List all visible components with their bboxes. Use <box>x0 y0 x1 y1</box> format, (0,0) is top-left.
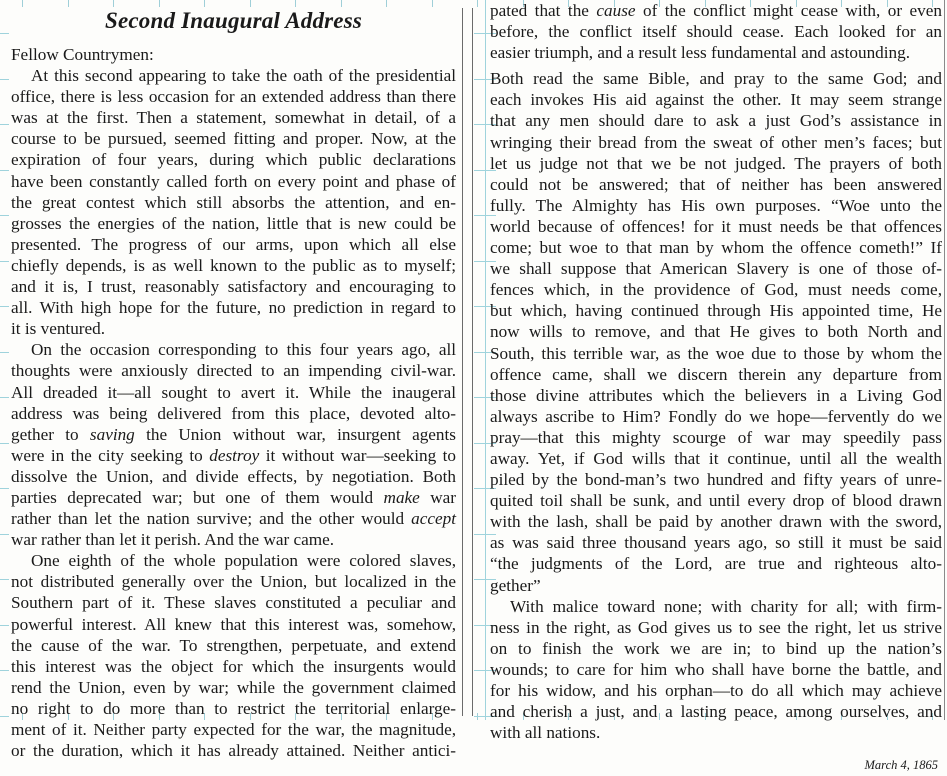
left-text-line <box>11 424 456 445</box>
right-text-line <box>490 406 942 427</box>
right-text-line <box>490 195 942 216</box>
text-run: for his widow, and his orphan—to do all which may achieve <box>490 681 942 700</box>
text-run: could not be answered; that of neither has been answered <box>490 174 942 194</box>
column-divider-left <box>462 8 463 716</box>
right-text-line <box>490 575 942 596</box>
right-text-line <box>490 617 942 638</box>
left-text-line <box>11 128 456 149</box>
text-run: One eighth of the whole population were colored slaves, <box>31 551 456 571</box>
text-run: rend the Union, even by war; while the government claimed <box>11 677 456 697</box>
left-column <box>11 0 456 761</box>
text-run: rather than let the nation survive; and the other would <box>11 509 412 529</box>
right-text-line <box>490 279 942 300</box>
grid-tick <box>0 33 9 34</box>
text-run: before, the conflict itself should cease. Each looked for an <box>490 22 942 42</box>
text-run: we shall suppose that American Slavery is one of those of- <box>490 259 942 279</box>
text-run: course to be pursued, seemed fitting and proper. Now, at the <box>11 129 456 149</box>
left-text-line <box>11 635 456 656</box>
right-text-line <box>490 680 942 701</box>
text-run: that any men should dare to ask a just God’s assistance in <box>490 111 942 131</box>
grid-tick <box>477 0 478 7</box>
salutation: Fellow Countrymen: <box>11 45 154 64</box>
right-text-line <box>490 110 942 131</box>
text-run: but which, having continued through His appointed time, He <box>490 301 942 321</box>
text-run: the cause of the war. To strengthen, perpetuate, and extend <box>11 635 456 655</box>
left-text-line <box>11 107 456 128</box>
text-run: ment of it. Neither party expected for the war, the magnitude, <box>11 720 456 739</box>
text-run: were in the city seeking to <box>11 445 210 465</box>
right-text-line <box>490 21 942 42</box>
text-run: fences which, in the providence of God, must needs come, <box>490 280 942 300</box>
text-run: piled by the bond-man’s two hundred and fifty years of unre- <box>490 470 942 490</box>
left-text-line <box>11 677 456 698</box>
emphasized-word: cause <box>596 1 636 20</box>
right-text-line <box>490 448 942 469</box>
left-text-line <box>11 382 456 403</box>
text-run: easier triumph, and a result less fundamental and astounding. <box>490 43 911 63</box>
document-date: March 4, 1865 <box>864 758 938 773</box>
left-text-line <box>11 403 456 424</box>
text-run: address was being delivered from this place, devoted alto- <box>11 403 456 423</box>
right-text-line <box>490 258 942 279</box>
right-text-line <box>490 701 942 722</box>
text-run: With malice toward none; with charity for all; with firm- <box>510 596 942 616</box>
text-run: grosses the energies of the nation, little that is new could be <box>11 213 456 233</box>
right-text-line <box>490 638 942 659</box>
right-text-line <box>490 0 942 21</box>
text-run: with all nations. <box>490 723 601 743</box>
left-text-line <box>11 213 456 234</box>
grid-tick <box>0 170 9 171</box>
text-run: offence came, shall we discern therein any departure from <box>490 364 942 384</box>
text-run: wounds; to care for him who shall have borne the battle, and <box>490 659 942 679</box>
left-text-line <box>11 550 456 571</box>
left-text-line <box>11 234 456 255</box>
right-text-line <box>490 321 942 342</box>
text-run: fully. The Almighty has His own purposes. “Woe unto the <box>490 195 942 215</box>
text-run: no right to do more than to restrict the territorial enlarge- <box>11 698 456 718</box>
grid-tick <box>0 443 9 444</box>
text-run: now wills to remove, and that He gives to both North and <box>490 322 942 342</box>
document-title: Second Inaugural Address <box>104 8 362 33</box>
text-run: pray—that this mighty scourge of war may speedily pass <box>490 427 942 447</box>
right-text-line <box>490 174 942 195</box>
right-text-line <box>490 153 942 174</box>
right-text-line <box>490 343 942 364</box>
text-run: the Union without war, insurgent agents <box>134 424 456 444</box>
text-run: as was said three thousand years ago, so still it must be said <box>490 533 942 553</box>
right-text-line <box>490 89 942 110</box>
text-run: At this second appearing to take the oath of the presidential <box>31 66 456 86</box>
left-text-line <box>11 719 456 740</box>
text-run: wringing their bread from the sweat of other men’s faces; but <box>490 132 942 152</box>
left-text-line <box>11 318 456 339</box>
text-run: South, this terrible war, as the woe due to those by whom the <box>490 343 942 363</box>
text-run: away. Yet, if God wills that it continue, until all the wealth <box>490 448 942 468</box>
left-text-line <box>11 65 456 86</box>
grid-line <box>485 0 486 720</box>
left-text-line <box>11 86 456 107</box>
left-text-line <box>11 740 456 761</box>
right-text-line <box>490 532 942 553</box>
text-run: thoughts were anxiously directed to an impending civil-war. <box>11 361 456 381</box>
right-text-line <box>490 553 942 574</box>
grid-tick <box>0 306 9 307</box>
right-text-line <box>490 722 942 743</box>
text-run: have been constantly called forth on every point and phase of <box>11 171 456 191</box>
text-run: ness in the right, as God gives us to see the right, let us strive <box>490 617 942 637</box>
right-text-line <box>490 469 942 490</box>
right-text-line <box>490 596 942 617</box>
emphasized-word: make <box>383 487 420 507</box>
text-run: each invokes His aid against the other. It may seem strange <box>490 90 942 110</box>
grid-tick <box>0 534 9 535</box>
text-run: Southern part of it. These slaves constituted a peculiar and <box>11 593 456 613</box>
text-run: not distributed generally over the Union, but localized in the <box>11 572 456 592</box>
text-run: All dreaded it—all sought to avert it. While the inaugeral <box>11 382 456 402</box>
left-text-line <box>11 149 456 170</box>
left-text-line <box>11 445 456 466</box>
left-text-line <box>11 508 456 529</box>
left-text-line <box>11 466 456 487</box>
text-run: gether to <box>11 424 90 444</box>
page-edge <box>944 0 945 720</box>
right-text-line <box>490 216 942 237</box>
left-text-line <box>11 171 456 192</box>
left-text-line <box>11 698 456 719</box>
text-run: Both read the same Bible, and pray to the same God; and <box>490 69 942 89</box>
text-run: gether” <box>490 575 541 595</box>
left-text-line <box>11 297 456 318</box>
right-text-line <box>490 364 942 385</box>
grid-tick <box>0 352 9 353</box>
text-run: let us judge not that we be not judged. The prayers of both <box>490 153 942 173</box>
text-run: or the duration, which it has already attained. Neither antici- <box>11 741 456 761</box>
emphasized-word: saving <box>89 424 135 444</box>
text-run: chiefly depends, is as well known to the public as to myself; <box>11 255 456 275</box>
text-run: expiration of four years, during which public declarations <box>11 150 456 170</box>
text-run: war <box>419 487 456 507</box>
right-text-line <box>490 300 942 321</box>
text-run: “the judgments of the Lord, are true and righteous alto- <box>490 554 942 574</box>
text-run: presented. The progress of our arms, upon which all else <box>11 234 456 254</box>
left-text-line <box>11 571 456 592</box>
right-text-line <box>490 659 942 680</box>
grid-tick <box>0 124 9 125</box>
left-text-line <box>11 360 456 381</box>
left-column-text <box>11 65 456 761</box>
grid-tick <box>0 397 9 398</box>
left-text-line <box>11 656 456 677</box>
text-run: the great contest which still absorbs the attention, and en- <box>11 192 456 212</box>
text-run: was at the first. Then a statement, somewhat in detail, of a <box>11 108 456 128</box>
right-text-line <box>490 68 942 89</box>
column-divider-right <box>472 8 473 716</box>
text-run: of the conflict might cease with, or even <box>635 1 942 20</box>
text-run: and cherish a just, and a lasting peace, among ourselves, and <box>490 702 942 722</box>
text-run: world because of offences! for it must needs be that offences <box>490 216 942 236</box>
left-text-line <box>11 192 456 213</box>
grid-tick <box>0 625 9 626</box>
left-text-line <box>11 529 456 550</box>
right-text-line <box>490 132 942 153</box>
text-run: powerful interest. All knew that this interest was, somehow, <box>11 614 456 634</box>
text-run: pated that the <box>490 1 597 20</box>
text-run: those divine attributes which the believers in a Living God <box>490 385 942 405</box>
right-text-line <box>490 385 942 406</box>
text-run: office, there is less occasion for an extended address than there <box>11 87 456 107</box>
right-text-line <box>490 511 942 532</box>
left-text-line <box>11 255 456 276</box>
text-run: parties deprecated war; but one of them would <box>11 487 384 507</box>
text-run: on to finish the work we are in; to bind up the nation’s <box>490 638 942 658</box>
left-text-line <box>11 614 456 635</box>
grid-tick <box>0 670 9 671</box>
emphasized-word: destroy <box>209 445 260 465</box>
text-run: it without war—seeking to <box>259 445 456 465</box>
text-run: On the occasion corresponding to this four years ago, all <box>31 340 456 360</box>
left-text-line <box>11 276 456 297</box>
text-run: always ascribe to Him? Fondly do we hope—fervently do we <box>490 406 942 426</box>
right-text-line <box>490 490 942 511</box>
text-run: this interest was the object for which the insurgents would <box>11 656 456 676</box>
right-column <box>490 0 942 776</box>
left-text-line <box>11 339 456 360</box>
text-run: and it is, I trust, reasonably satisfactory and encouraging to <box>11 277 456 297</box>
grid-tick <box>0 261 9 262</box>
text-run: come; but woe to that man by whom the offence cometh!” If <box>490 238 942 258</box>
right-text-line <box>490 237 942 258</box>
grid-tick <box>0 488 9 489</box>
text-run: quited toil shall be sunk, and until every drop of blood drawn <box>490 491 942 511</box>
right-text-line <box>490 427 942 448</box>
grid-tick <box>0 579 9 580</box>
emphasized-word: accept <box>411 509 456 529</box>
text-run: war rather than let it perish. And the war came. <box>11 530 335 550</box>
left-text-line <box>11 592 456 613</box>
text-run: it is ventured. <box>11 319 106 339</box>
grid-tick <box>0 79 9 80</box>
grid-tick <box>0 716 9 717</box>
text-run: with the lash, shall be paid by another drawn with the sword, <box>490 512 942 532</box>
text-run: dissolve the Union, and divide effects, by negotiation. Both <box>11 466 456 486</box>
left-text-line <box>11 487 456 508</box>
right-column-text <box>490 0 942 743</box>
grid-tick <box>0 215 9 216</box>
text-run: all. With high hope for the future, no prediction in regard to <box>11 298 456 318</box>
right-text-line <box>490 42 942 63</box>
